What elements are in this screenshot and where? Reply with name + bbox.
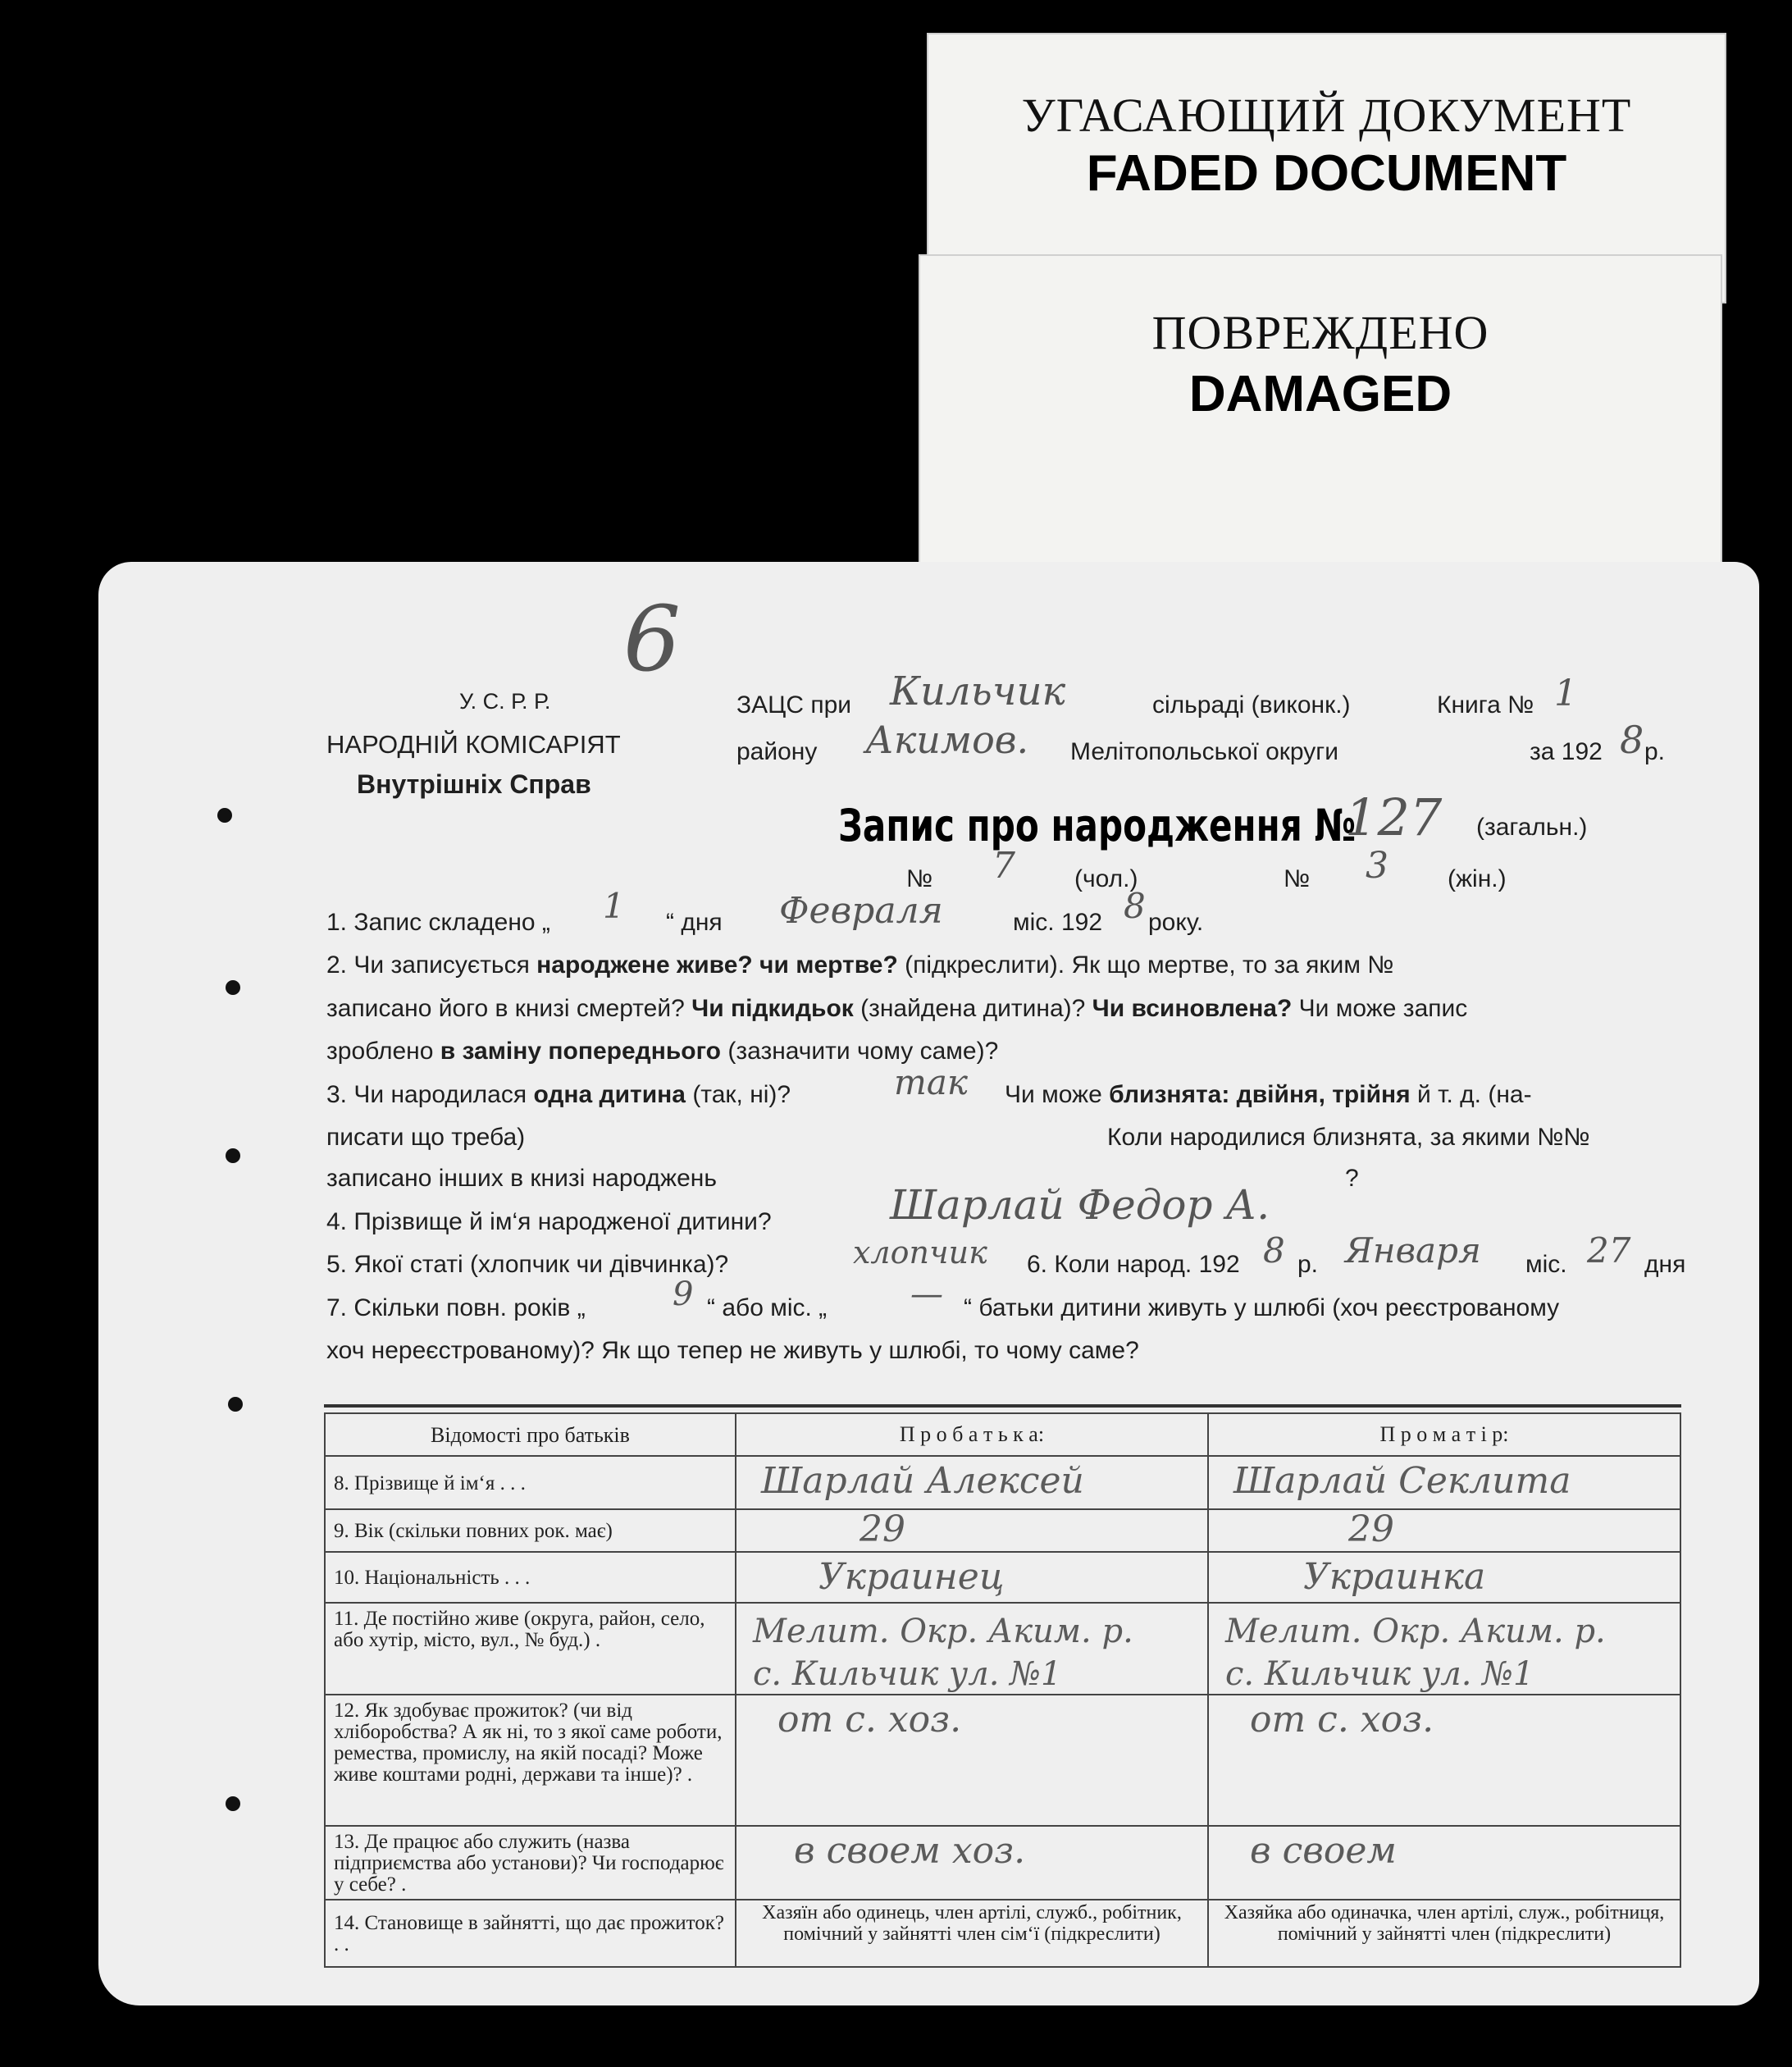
mother-work-handwritten: в своем [1249, 1830, 1397, 1872]
org-internal-affairs: Внутрішніх Справ [357, 769, 591, 799]
table-row [325, 1603, 1680, 1695]
father-status-options: Хазяїн або одинець, член артілі, служб., робітник, помічний у зайнятті член сім‘ї (підкреслити) [736, 1900, 1208, 1967]
district-handwritten: Акимов. [865, 718, 1029, 762]
q2-line2: записано його в книзі смертей? Чи підкидьок (знайдена дитина)? Чи всиновлена? Чи може запис [326, 995, 1468, 1022]
record-general-label: (загальн.) [1476, 814, 1588, 841]
table-row [325, 1456, 1680, 1509]
q2-line1: 2. Чи записується народжене живе? чи мертве? (підкреслити). Як що мертве, то за яким № [326, 951, 1394, 979]
year-prefix: за 192 [1530, 738, 1603, 765]
parents-table [324, 1412, 1681, 1968]
mother-residence-handwritten: Мелит. Окр. Аким. р. с. Кильчик ул. №1 [1224, 1613, 1606, 1693]
q7-line2: хоч нереєстрованому)? Як що тепер не живуть у шлюбі, то чому саме? [326, 1337, 1139, 1364]
father-age-handwritten: 29 [860, 1508, 905, 1550]
page-number-handwritten: 6 [623, 586, 681, 691]
row-label: 10. Національність . . . [325, 1552, 736, 1603]
father-residence-handwritten: Мелит. Окр. Аким. р. с. Кильчик ул. №1 [753, 1613, 1133, 1693]
mother-age-handwritten: 29 [1347, 1508, 1394, 1550]
father-cell [736, 1603, 1208, 1695]
mother-cell [1208, 1552, 1680, 1603]
damaged-label-ru: ПОВРЕЖДЕНО [1151, 306, 1489, 359]
mother-cell [1208, 1509, 1680, 1552]
father-cell [736, 1826, 1208, 1900]
q1-day-handwritten: 1 [603, 886, 625, 926]
q3-answer-handwritten: так [894, 1062, 968, 1102]
row-label: 9. Вік (скільки повних рок. має) [325, 1509, 736, 1552]
book-label: Книга № [1437, 691, 1534, 719]
year-handwritten: 8 [1620, 718, 1644, 762]
table-top-rule [324, 1404, 1681, 1408]
row-label: 14. Становище в зайнятті, що дає прожиток? . . [325, 1900, 736, 1967]
q1-text-d: року. [1148, 909, 1204, 936]
zags-suffix: сільраді (виконк.) [1152, 691, 1351, 719]
q7-text-b: “ або міс. „ [707, 1294, 828, 1321]
q7-text-a: 7. Скільки повн. років „ [326, 1294, 586, 1321]
father-cell [736, 1456, 1208, 1509]
mother-cell [1208, 1695, 1680, 1826]
q3-line3-b: ? [1345, 1165, 1359, 1192]
q3-line2-b: Коли народилися близнята, за якими №№ [1107, 1124, 1590, 1151]
org-commissariat: НАРОДНІЙ КОМІСАРІЯТ [326, 730, 621, 759]
row-label: 12. Як здобуває прожиток? (чи від хліборобства? А як ні, то з якої саме роботи, ремества, промислу, на якій посаді? Може живе коштами родні, держави та інше)? . [325, 1695, 736, 1826]
mother-cell [1208, 1603, 1680, 1695]
birth-day-handwritten: 27 [1587, 1230, 1631, 1271]
book-number-handwritten: 1 [1554, 673, 1577, 714]
record-title: Запис про народження № [838, 800, 1357, 851]
punch-hole [228, 1397, 243, 1412]
table-row [325, 1552, 1680, 1603]
mother-nationality-handwritten: Украинка [1302, 1556, 1486, 1598]
row-label: 8. Прізвище й ім‘я . . . [325, 1456, 736, 1509]
damaged-label [919, 254, 1722, 566]
child-sex-handwritten: хлопчик [853, 1234, 987, 1271]
father-work-handwritten: в своем хоз. [794, 1830, 1026, 1872]
table-row [325, 1826, 1680, 1900]
q3-line1-b: Чи може близнята: двійня, трійня й т. д. (на- [1005, 1081, 1532, 1108]
faded-label-ru: УГАСАЮЩИЙ ДОКУМЕНТ [1021, 89, 1632, 142]
table-head-mother: П р о м а т і р: [1208, 1413, 1680, 1456]
child-name-handwritten: Шарлай Федор А. [890, 1181, 1270, 1229]
q3-line3-a: записано інших в книзі народжень [326, 1165, 718, 1192]
q1-text-a: 1. Запис складено „ [326, 909, 550, 936]
zags-prefix: ЗАЦС при [736, 691, 852, 719]
table-row [325, 1695, 1680, 1826]
q3-line2-a: писати що треба) [326, 1124, 526, 1151]
q5-label: 5. Якої статі (хлопчик чи дівчинка)? [326, 1251, 729, 1278]
district-suffix: Мелітопольської округи [1070, 738, 1338, 765]
punch-hole [226, 1148, 240, 1163]
male-number-handwritten: 7 [992, 845, 1015, 887]
q1-text-b: “ дня [666, 909, 723, 936]
table-row [325, 1509, 1680, 1552]
q6-text-a: 6. Коли народ. 192 [1027, 1251, 1240, 1278]
mother-cell [1208, 1456, 1680, 1509]
father-income-handwritten: от с. хоз. [777, 1699, 962, 1741]
male-number-label: № [906, 865, 933, 892]
birth-month-handwritten: Января [1345, 1230, 1481, 1271]
mother-status-options: Хазяйка або одиначка, член артілі, служ., робітниця, помічний у зайнятті член (підкреслити) [1208, 1900, 1680, 1967]
mother-cell [1208, 1826, 1680, 1900]
father-name-handwritten: Шарлай Алексей [761, 1460, 1084, 1502]
q1-text-c: міс. 192 [1013, 909, 1103, 936]
table-row [325, 1900, 1680, 1967]
row-label: 13. Де працює або служить (назва підприємства або установи)? Чи господарює у себе? . [325, 1826, 736, 1900]
org-ussr: У. С. Р. Р. [459, 689, 551, 714]
q7-text-c: “ батьки дитини живуть у шлюбі (хоч реєстрованому [964, 1294, 1560, 1321]
female-suffix: (жін.) [1448, 865, 1507, 892]
father-nationality-handwritten: Украинец [818, 1556, 1005, 1598]
row-label: 11. Де постійно живе (округа, район, село, або хутір, місто, вул., № буд.) . [325, 1603, 736, 1695]
q1-month-handwritten: Февраля [779, 890, 943, 932]
father-cell [736, 1509, 1208, 1552]
father-cell [736, 1695, 1208, 1826]
punch-hole [226, 980, 240, 995]
year-suffix: р. [1644, 738, 1666, 765]
table-head-father: П р о б а т ь к а: [736, 1413, 1208, 1456]
female-number-handwritten: 3 [1366, 845, 1388, 887]
record-number-handwritten: 127 [1345, 787, 1443, 847]
faded-label-en: FADED DOCUMENT [1086, 145, 1567, 202]
marriage-years-handwritten: 9 [673, 1275, 694, 1313]
q3-line1-a: 3. Чи народилася одна дитина (так, ні)? [326, 1081, 791, 1108]
birth-year-handwritten: 8 [1263, 1230, 1285, 1271]
male-suffix: (чол.) [1074, 865, 1138, 892]
mother-name-handwritten: Шарлай Секлита [1233, 1460, 1571, 1502]
village-council-handwritten: Кильчик [890, 668, 1066, 714]
female-number-label: № [1284, 865, 1311, 892]
q1-year-handwritten: 8 [1124, 886, 1146, 926]
table-head-label: Відомості про батьків [325, 1413, 736, 1456]
marriage-months-handwritten: — [910, 1275, 943, 1313]
punch-hole [226, 1796, 240, 1811]
q6-text-c: міс. [1525, 1251, 1567, 1278]
mother-income-handwritten: от с. хоз. [1249, 1699, 1434, 1741]
q2-line3: зроблено в заміну попереднього (зазначити чому саме)? [326, 1038, 999, 1065]
district-prefix: району [736, 738, 818, 765]
punch-hole [217, 808, 232, 823]
q6-text-d: дня [1644, 1251, 1686, 1278]
q4-label: 4. Прізвище й ім‘я народженої дитини? [326, 1208, 772, 1235]
q6-text-b: р. [1297, 1251, 1319, 1278]
damaged-label-en: DAMAGED [1188, 366, 1452, 422]
father-cell [736, 1552, 1208, 1603]
